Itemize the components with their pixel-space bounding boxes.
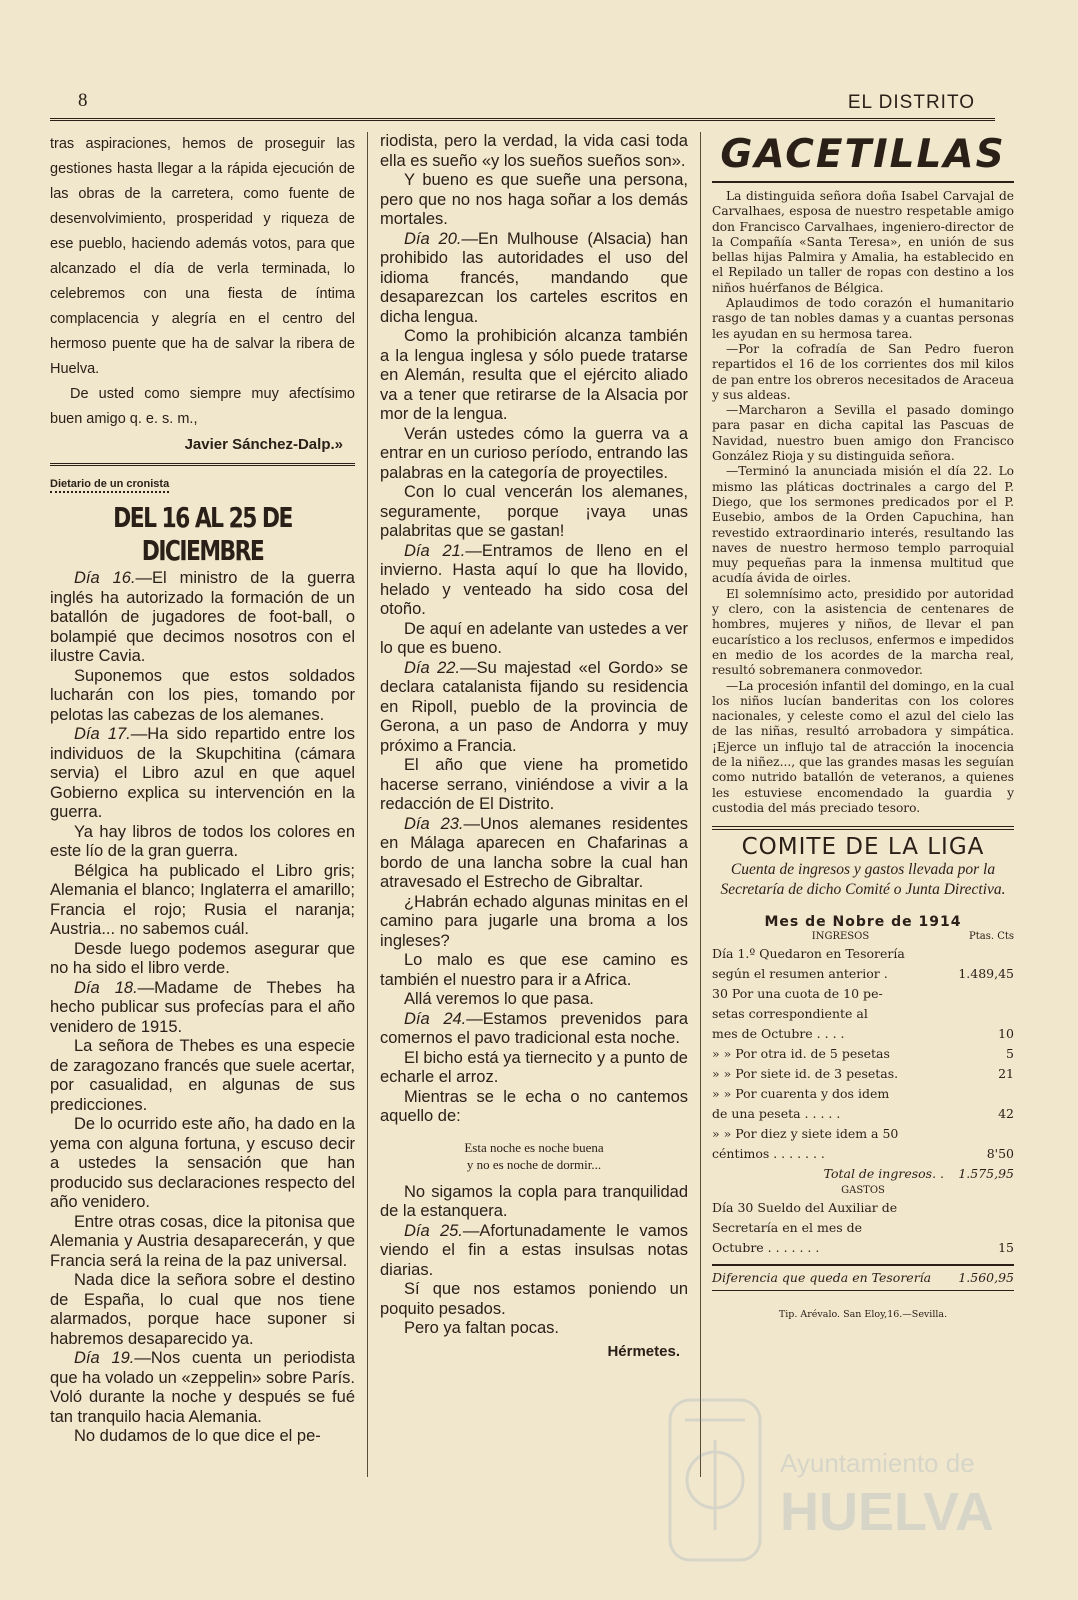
account-amount: 1.489,45 [958,966,1014,982]
paragraph-text: ¿Habrán echado algunas minitas en el camino para jugarle una broma a los ingleses? [380,892,688,950]
column-divider [367,132,368,1477]
dietario-paragraph [380,483,688,542]
day-label: Día 16. [74,569,136,587]
section-kicker: Dietario de un cronista [50,478,169,493]
dietario-paragraph [50,823,355,862]
watermark-line1: Ayuntamiento de [780,1448,975,1478]
dietario-paragraph [50,1037,355,1115]
gacetilla-paragraph: —La procesión infantil del domingo, en la cual los niños lucían banderitas con los colores nacionales, y celeste como el azul del cielo las de las niñas, resultó arrobadora y simpática. ¡Ejerce un influjo tal de atracción la inocencia de la niñez..., que las grandes masas les seguían como nutrido batallón de veteranos, a quienes les estuviese encomendado la guardia y custodia del más preciado tesoro. [712,678,1014,815]
account-description: » » Por otra id. de 5 pesetas [712,1046,890,1062]
difference-label: Diferencia que queda en Tesorería [712,1270,932,1286]
ingresos-label: INGRESOS [811,931,870,943]
paragraph-text: Suponemos que estos soldados lucharán con los pies, tomando por pelotas las cabezas de los alemanes. [50,666,355,724]
letter-signature: Javier Sánchez-Dalp.» [184,436,343,453]
account-row [712,1144,1014,1164]
dietario-paragraph [50,862,355,940]
account-description: Día 1.º Quedaron en Tesorería [712,946,905,962]
dietario-text-col1 [50,569,355,1447]
account-amount: 10 [998,1026,1014,1042]
dietario-paragraph [380,1183,688,1222]
account-description: Secretaría en el mes de [712,1220,863,1236]
day-label: Día 21. [404,541,466,560]
account-amount: 21 [998,1066,1014,1082]
paragraph-text: Desde luego podemos asegurar que no ha sido el libro verde. [50,939,355,977]
paragraph-text: —Nos cuenta un periodista que ha volado un «zeppelin» sobre París. Voló durante la noche y después se fué tan tranquilo hacia Alemania. [50,1349,355,1426]
day-label: Día 25. [404,1221,463,1240]
paragraph-text: —Entramos de lleno en el invierno. Hasta aquí lo que ha llovido, helado y venteado ha sido cosa del otoño. [380,541,688,618]
account-description: Octubre . . . . . . . [712,1240,820,1256]
dietario-paragraph [380,951,688,990]
gastos-header [712,1184,1014,1198]
total-label: Total de ingresos. . [823,1166,944,1182]
section-rule [50,463,355,466]
dietario-text-col2 [380,132,688,1127]
paragraph-text: Pero ya faltan pocas. [404,1319,560,1337]
gacetilla-paragraph: La distinguida señora doña Isabel Carvajal de Carvalhaes, esposa de nuestro respetable amigo don Francisco Carvalhaes, ingeniero-director de la Compañía «Santa Teresa», en unión de sus bellas hijas Palmira y Amalia, ha establecido en el Repilado un taller de ropas con destino a los niños huérfanos de Bélgica. [712,189,1014,295]
watermark-line2: HUELVA [780,1482,994,1542]
dietario-paragraph [380,659,688,757]
printer-credit: Tip. Arévalo. San Eloy,16.—Sevilla. [778,1309,948,1321]
account-description: » » Por cuarenta y dos idem [712,1086,890,1102]
poem-line: y no es noche de dormir... [466,1156,602,1172]
paragraph-text: No sigamos la copla para tranquilidad de la estanquera. [380,1182,688,1220]
dietario-paragraph [380,542,688,620]
paragraph-text: —Unos alemanes residentes en Málaga aparecen en Chafarinas a bordo de una lancha sobre la cual han atravesado el Estrecho de Gibraltar. [380,814,688,891]
account-amount [948,1198,1014,1218]
dietario-paragraph [380,171,688,230]
paragraph-text: De aquí en adelante van ustedes a ver lo que es bueno. [380,619,688,657]
paragraph-text: riodista, pero la verdad, la vida casi toda ella es sueño «y los sueños sueños son». [380,132,688,170]
paragraph-text: Allá veremos lo que pasa. [404,990,594,1008]
account-row [712,1238,1014,1258]
account-row [712,1198,1014,1218]
ingresos-header [712,930,1014,944]
dietario-paragraph [380,990,688,1010]
account-amount: 8'50 [986,1146,1014,1162]
total-value: 1.575,95 [958,1166,1014,1182]
paragraph-text: —Su majestad «el Gordo» se declara catalanista fijando su residencia en Ripoll, pueblo de la provincia de Gerona, a un paso de Andorra y muy próximo a Francia. [380,658,689,755]
dietario-paragraph [380,1049,688,1088]
gacetilla-paragraph: —Marcharon a Sevilla el pasado domingo para pasar en dicha capital las Pascuas de Navidad, nuestro buen amigo don Francisco González Rioja y su distinguida señora. [712,403,1014,464]
dietario-paragraph [380,815,688,893]
account-table [712,930,1014,1325]
account-row [712,964,1014,984]
day-label: Día 23. [404,814,464,833]
gastos-rows [712,1198,1014,1258]
dietario-paragraph [380,756,688,815]
account-row [712,1044,1014,1064]
dietario-paragraph [380,620,688,659]
dietario-paragraph [50,1427,355,1447]
dietario-paragraph [380,230,688,328]
account-description: céntimos . . . . . . . [712,1146,825,1162]
crest-icon [670,1400,760,1560]
poem-line: Esta noche es noche buena [464,1139,604,1155]
letter-paragraph: De usted como siempre muy afectísimo buen amigo q. e. s. m., [50,386,355,427]
account-month: Mes de Nobre de 1914 [764,914,962,931]
newspaper-title: EL DISTRITO [847,92,975,113]
account-amount: 42 [998,1106,1014,1122]
account-row [712,1064,1014,1084]
column-3 [712,132,1014,1325]
gacetillas-body [712,189,1014,816]
difference-value: 1.560,95 [958,1270,1014,1286]
account-description: » » Por siete id. de 3 pesetas. [712,1066,899,1082]
account-description: Día 30 Sueldo del Auxiliar de [712,1200,898,1216]
account-row [712,1004,1014,1024]
paragraph-text: Y bueno es que sueñe una persona, pero que no nos haga soñar a los demás mortales. [380,171,688,228]
account-amount: 15 [998,1240,1014,1256]
account-description: según el resumen anterior . [712,966,888,982]
account-description: » » Por diez y siete idem a 50 [712,1126,899,1142]
day-label: Día 19. [74,1349,135,1367]
dietario-paragraph [50,979,355,1038]
paragraph-text: Con lo cual vencerán los alemanes, seguramente, porque ¡vaya unas palabritas que se gastan! [380,483,688,540]
dietario-paragraph [380,425,688,484]
paragraph-text: El año que viene ha prometido hacerse serrano, viniéndose a vivir a la redacción de El Distrito. [380,756,688,813]
gacetilla-paragraph: —Por la cofradía de San Pedro fueron repartidos el 16 de los corrientes dos mil kilos de pan entre los obreros necesitados de Araceua y sus aldeas. [712,341,1015,402]
dietario-paragraph [50,940,355,979]
column-divider [700,132,701,1477]
account-amount [948,1124,1014,1144]
dietario-paragraph [380,893,688,952]
paragraph-text: Bélgica ha publicado el Libro gris; Alemania el blanco; Inglaterra el amarillo; Francia el rojo; Rusia el naranja; Austria... no sabemos cuál. [50,861,355,938]
account-amount [948,1084,1014,1104]
dietario-paragraph [50,1213,355,1272]
ingresos-rows [712,944,1014,1164]
difference-row [712,1264,1014,1291]
dietario-paragraph [50,725,355,823]
page-header [50,88,995,121]
dietario-paragraph [50,1349,355,1427]
paragraph-text: No dudamos de lo que dice el pe- [74,1427,321,1445]
day-label: Día 24. [404,1009,467,1028]
column-1 [50,132,355,1447]
account-description: de una peseta . . . . . [712,1106,841,1122]
dietario-paragraph [50,1115,355,1213]
paragraph-text: Lo malo es que ese camino es también el nuestro para ir a Africa. [380,951,688,989]
article-headline: DEL 16 AL 25 DE DICIEMBRE [113,501,292,567]
paragraph-text: Como la prohibición alcanza también a la lengua inglesa y sólo puede tratarse en Alemán, resulta que el ejército aliado va a tener que retirarse de la Alsacia por mor de la lengua. [380,327,688,423]
account-amount [948,1004,1014,1024]
dietario-paragraph [380,1010,688,1049]
section-rule [712,826,1014,830]
paragraph-text: El bicho está ya tiernecito y a punto de echarle el arroz. [380,1048,688,1086]
account-amount: 5 [1006,1046,1014,1062]
dietario-paragraph [380,1280,688,1319]
day-label: Día 22. [404,658,461,677]
paragraph-text: La señora de Thebes es una especie de zaragozano francés que suele acertar, por casualidad, en algunas de sus predicciones. [50,1037,355,1114]
account-row [712,1124,1014,1144]
account-row [712,1218,1014,1238]
total-row [712,1164,1014,1184]
gacetilla-paragraph: Aplaudimos de todo corazón el humanitario rasgo de tan nobles damas y a cuantas personas les ayudan en su hermosa tarea. [712,296,1014,341]
account-description: setas correspondiente al [712,1006,868,1022]
paragraph-text: Nada dice la señora sobre el destino de España, lo cual que nos tiene alarmados, porque hace suponer si habremos desaparecido ya. [50,1271,355,1348]
account-row [712,1024,1014,1044]
paragraph-text: —El ministro de la guerra inglés ha autorizado la formación de un batallón de jugadores de foot-ball, o bolampié que decimos nosotros con el ilustre Cavia. [50,569,355,665]
day-label: Día 17. [74,725,131,743]
letter-paragraph: tras aspiraciones, hemos de proseguir las gestiones hasta llegar a la rápida ejecución de las obras de la carretera, como fuente de desenvolvimiento, prosperidad y riqueza de ese pueblo, haciendo además votos, para que alcanzado el día de verla terminada, lo celebremos con una fiesta de íntima complacencia y alegría en el centro del hermoso puente que ha de salvar la ribera de Huelva. [50,136,355,377]
day-label: Día 18. [74,978,138,997]
comite-subtitle: Cuenta de ingresos y gastos llevada por la Secretaría de dicho Comité o Junta Directiva. [720,861,1006,899]
dietario-paragraph [380,1088,688,1127]
gastos-label: GASTOS [841,1185,885,1197]
section-rule [712,181,1014,183]
account-amount [948,1218,1014,1238]
currency-label: Ptas. Cts [969,931,1014,943]
paragraph-text: De lo ocurrido este año, ha dado en la yema con alguna fortuna, y escuso decir a ustedes la sensación que han producido sus declaraciones respecto del año venidero. [50,1115,355,1211]
dietario-paragraph [50,667,355,726]
dietario-paragraph [380,1222,688,1281]
account-description: 30 Por una cuota de 10 pe- [712,986,883,1002]
account-row [712,944,1014,964]
account-row [712,1084,1014,1104]
day-label: Día 20. [404,229,462,248]
dietario-paragraph [50,569,355,667]
account-row [712,1104,1014,1124]
paragraph-text: —Afortunadamente le vamos viendo el fin a estas insulsas notas diarias. [380,1221,688,1279]
paragraph-text: Verán ustedes cómo la guerra va a entrar en un curioso período, entrando las palabras en la categoría de proyectiles. [380,424,688,482]
article-author: Hérmetes. [607,1342,680,1360]
gacetilla-paragraph: —Terminó la anunciada misión el día 22. Lo mismo las pláticas doctrinales a cargo del P. Diego, que los sermones predicados por el P. Eusebio, ambos de la Orden Capuchina, han revestido extraordinario interés, resultando las naves de nuestro hermoso templo parroquial muy pequeñas para la inmensa multitud que acudía ávida de oirles. [712,464,1014,586]
page-number: 8 [78,90,88,111]
paragraph-text: Sí que nos estamos poniendo un poquito pesados. [380,1280,688,1318]
dietario-paragraph [380,132,688,171]
paragraph-text: Entre otras cosas, dice la pitonisa que Alemania y Austria desaparecerán, y que Francia será la reina de la paz universal. [50,1212,355,1270]
letter-end [50,132,355,453]
paragraph-text: Mientras se le echa o no cantemos aquello de: [380,1087,688,1125]
comite-title: COMITE DE LA LIGA [741,834,985,861]
watermark-logo [660,1380,1010,1580]
dietario-text-col2b [380,1183,688,1339]
paragraph-text: Ya hay libros de todos los colores en este lío de la gran guerra. [50,822,355,860]
account-amount [948,944,1014,964]
paragraph-text: —En Mulhouse (Alsacia) han prohibido las autoridades el uso del idioma francés, mandando que desaparezcan los carteles escritos en dicha lengua. [380,229,689,326]
dietario-paragraph [380,327,688,425]
gacetillas-title: GACETILLAS [720,132,1006,177]
gacetilla-paragraph: El solemnísimo acto, presidido por autoridad y clero, con la asistencia de centenares de hombres, mujeres y niños, de llevar el pan eucarístico a los reclusos, enfermos e impedidos en medio de los acordes de la marcha real, resultó sobremanera conmovedor. [712,586,1014,678]
account-description: mes de Octubre . . . . [712,1026,845,1042]
account-row [712,984,1014,1004]
column-2 [380,132,688,1360]
paragraph-text: —Ha sido repartido entre los individuos de la Skupchitina (cámara servia) el Libro azul en que aquel Gobierno explica su intervención en la guerra. [50,725,355,821]
paragraph-text: —Madame de Thebes ha hecho publicar sus profecías para el año venidero de 1915. [50,978,355,1036]
paragraph-text: —Estamos prevenidos para comernos el pavo tradicional esta noche. [380,1009,688,1047]
account-amount [948,984,1014,1004]
poem-quote [380,1139,688,1173]
dietario-paragraph [380,1319,688,1339]
dietario-paragraph [50,1271,355,1349]
